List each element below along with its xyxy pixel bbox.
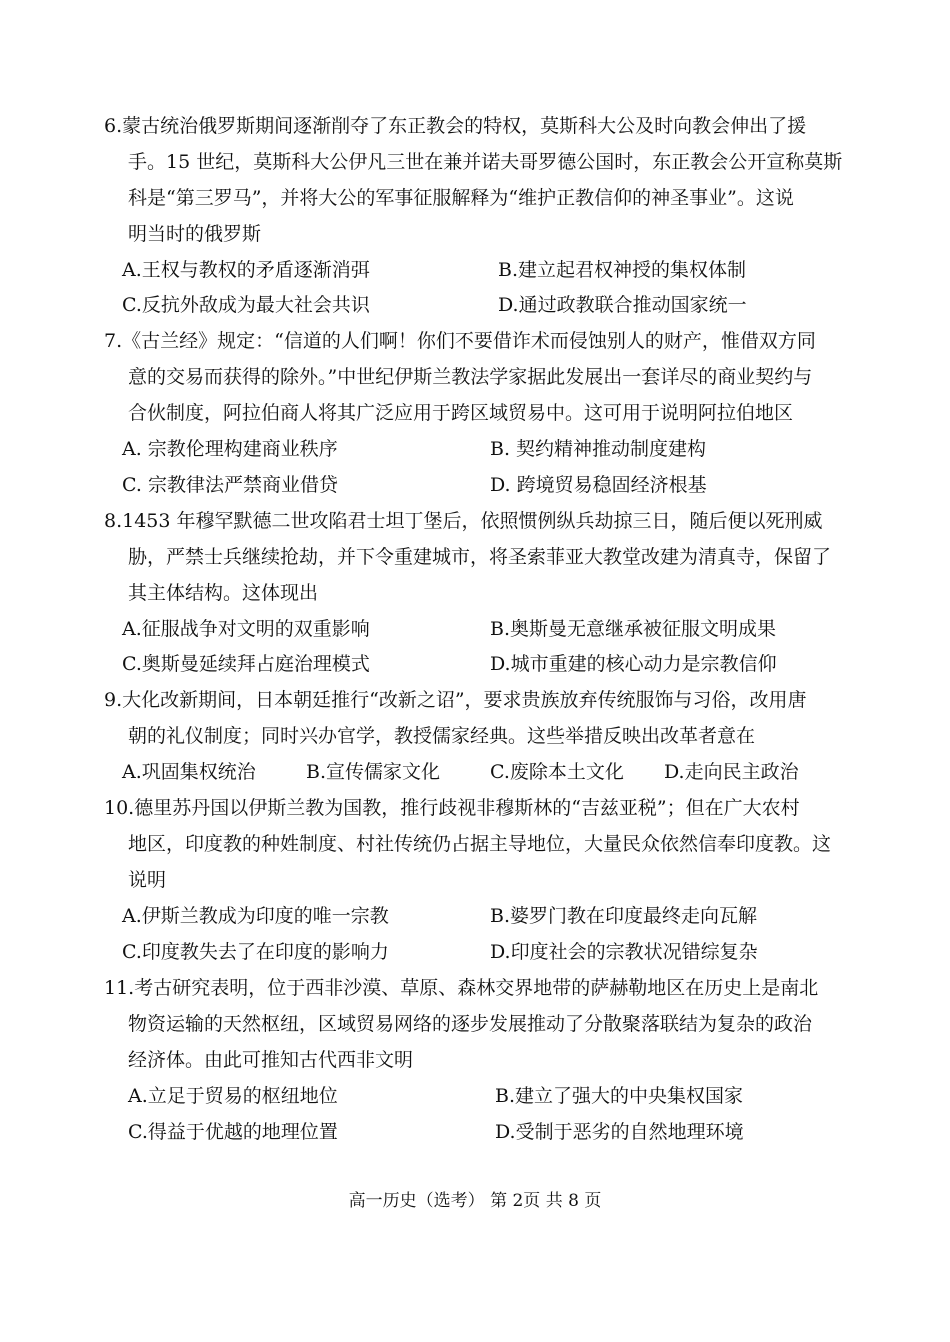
option-d: D.受制于恶劣的自然地理环境 (495, 1121, 744, 1143)
question-text-line: 其主体结构。这体现出 (128, 582, 319, 604)
option-c: C.废除本土文化 (490, 761, 624, 783)
question-text-line: 朝的礼仪制度；同时兴办官学，教授儒家经典。这些举措反映出改革者意在 (128, 725, 756, 747)
option-a: A.王权与教权的矛盾逐渐消弭 (122, 259, 370, 281)
question-text-line: 手。15 世纪，莫斯科大公伊凡三世在兼并诺夫哥罗德公国时，东正教会公开宣称莫斯 (128, 151, 843, 173)
question-text-line: 说明 (128, 869, 167, 891)
question-text-line: 科是“第三罗马”，并将大公的军事征服解释为“维护正教信仰的神圣事业”。这说 (128, 187, 794, 209)
option-c: C.反抗外敌成为最大社会共识 (122, 294, 370, 316)
option-c: C.奥斯曼延续拜占庭治理模式 (122, 653, 370, 675)
question-text-line: 物资运输的天然枢纽，区域贸易网络的逐步发展推动了分散聚落联结为复杂的政治 (128, 1013, 813, 1035)
option-b: B.宣传儒家文化 (306, 761, 441, 783)
option-d: D.城市重建的核心动力是宗教信仰 (490, 653, 777, 675)
question-text-line: 地区，印度教的种姓制度、村社传统仍占据主导地位，大量民众依然信奉印度教。这 (128, 833, 832, 855)
question-text-line: 合伙制度，阿拉伯商人将其广泛应用于跨区域贸易中。这可用于说明阿拉伯地区 (128, 402, 794, 424)
option-a: A.征服战争对文明的双重影响 (122, 618, 370, 640)
option-d: D.通过政教联合推动国家统一 (498, 294, 747, 316)
question-text-line: 胁，严禁士兵继续抢劫，并下令重建城市，将圣索菲亚大教堂改建为清真寺，保留了 (128, 546, 832, 568)
option-b: B.奥斯曼无意继承被征服文明成果 (490, 618, 777, 640)
option-a: A. 宗教伦理构建商业秩序 (122, 438, 338, 460)
option-a: A.立足于贸易的枢纽地位 (128, 1085, 338, 1107)
option-d: D.印度社会的宗教状况错综复杂 (490, 941, 758, 963)
option-b: B.婆罗门教在印度最终走向瓦解 (490, 905, 758, 927)
question-text-line: 明当时的俄罗斯 (128, 223, 262, 245)
question-text-line: 10.德里苏丹国以伊斯兰教为国教，推行歧视非穆斯林的“吉兹亚税”；但在广大农村 (104, 797, 800, 819)
question-text-line: 9.大化改新期间，日本朝廷推行“改新之诏”，要求贵族放弃传统服饰与习俗，改用唐 (104, 689, 807, 711)
question-text-line: 6.蒙古统治俄罗斯期间逐渐削夺了东正教会的特权，莫斯科大公及时向教会伸出了援 (104, 115, 807, 137)
option-d: D. 跨境贸易稳固经济根基 (490, 474, 707, 496)
question-text-line: 7.《古兰经》规定：“信道的人们啊！你们不要借诈术而侵蚀别人的财产，惟借双方同 (104, 330, 816, 352)
option-d: D.走向民主政治 (664, 761, 799, 783)
question-text-line: 11.考古研究表明，位于西非沙漠、草原、森林交界地带的萨赫勒地区在历史上是南北 (104, 977, 819, 999)
option-a: A.巩固集权统治 (122, 761, 256, 783)
question-text-line: 意的交易而获得的除外。”中世纪伊斯兰教法学家据此发展出一套详尽的商业契约与 (128, 366, 813, 388)
page-footer: 高一历史（选考） 第 2页 共 8 页 (348, 1191, 602, 1211)
question-text-line: 8.1453 年穆罕默德二世攻陷君士坦丁堡后，依照惯例纵兵劫掠三日，随后便以死刑威 (104, 510, 823, 532)
option-c: C.印度教失去了在印度的影响力 (122, 941, 389, 963)
option-c: C.得益于优越的地理位置 (128, 1121, 338, 1143)
option-c: C. 宗教律法严禁商业借贷 (122, 474, 338, 496)
question-text-line: 经济体。由此可推知古代西非文明 (128, 1049, 414, 1071)
option-b: B. 契约精神推动制度建构 (490, 438, 707, 460)
option-a: A.伊斯兰教成为印度的唯一宗教 (122, 905, 389, 927)
option-b: B.建立起君权神授的集权体制 (498, 259, 747, 281)
option-b: B.建立了强大的中央集权国家 (495, 1085, 744, 1107)
